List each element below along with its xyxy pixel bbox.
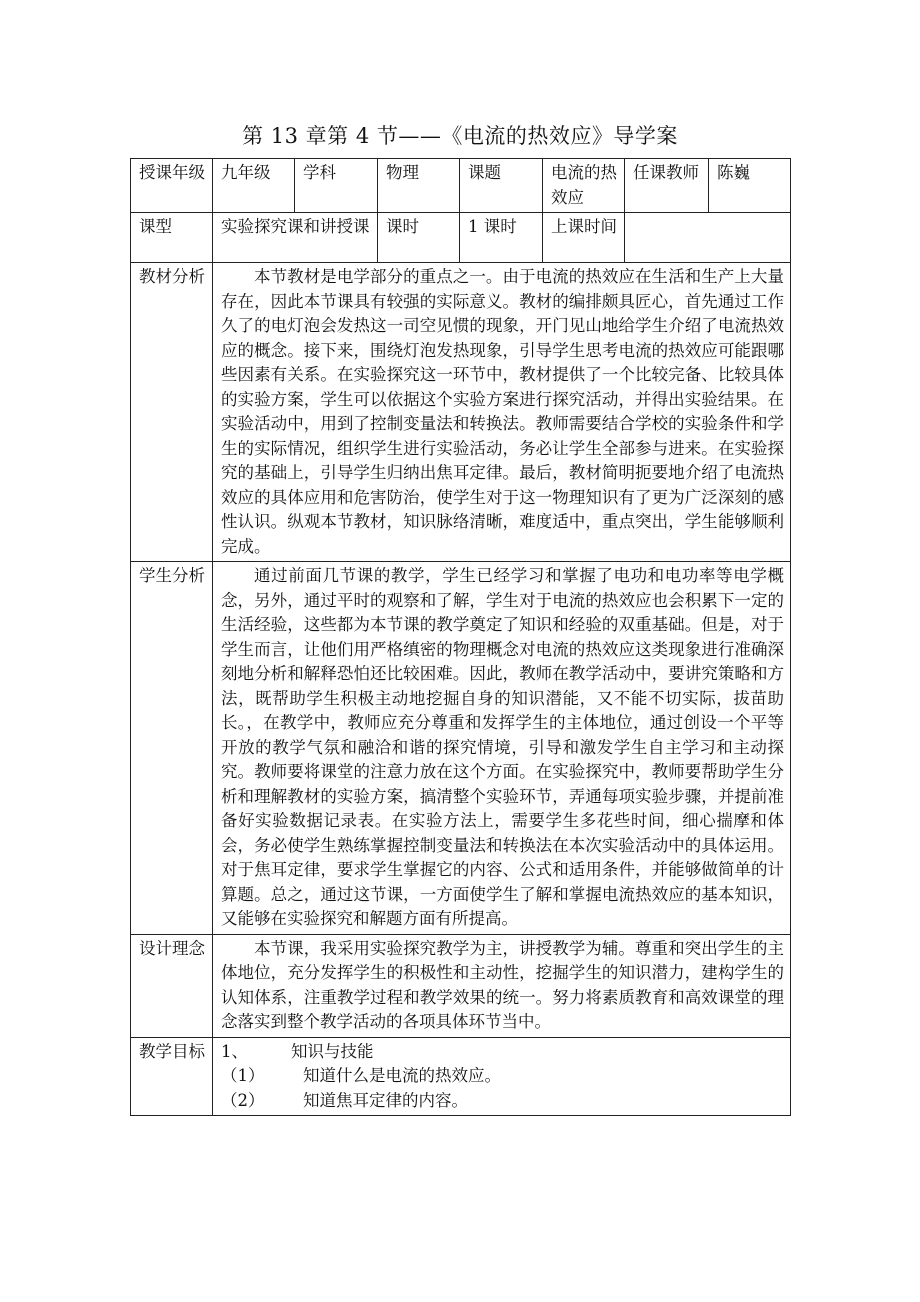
goal-item: [221, 1089, 784, 1114]
teaching-goals-label: 教学目标: [131, 1037, 213, 1116]
goal-item-text: 知道什么是电流的热效应。: [303, 1066, 501, 1085]
type-label: 课型: [131, 213, 213, 263]
teacher-value: 陈巍: [709, 159, 791, 213]
header-row-2: [131, 213, 791, 263]
time-label: 上课时间: [543, 213, 625, 263]
student-analysis-row: [131, 562, 791, 935]
time-value: [625, 213, 791, 263]
subject-label: 学科: [295, 159, 378, 213]
goal-item-number: （1）: [221, 1066, 265, 1085]
design-concept-label: 设计理念: [131, 934, 213, 1037]
goal-item-number: 1、: [221, 1041, 248, 1061]
topic-value: 电流的热效应: [543, 159, 625, 213]
design-concept-text: 本节课，我采用实验探究教学为主，讲授教学为辅。尊重和突出学生的主体地位，充分发挥学生的积极性和主动性，挖掘学生的知识潜力，建构学生的认知体系，注重教学过程和教学效果的统一。努力将素质教育和高效课堂的理念落实到整个教学活动的各项具体环节当中。: [213, 934, 791, 1037]
grade-value: 九年级: [213, 159, 295, 213]
hours-value: 1 课时: [460, 213, 543, 263]
type-value: 实验探究课和讲授课: [213, 213, 378, 263]
teacher-label: 任课教师: [625, 159, 709, 213]
lesson-plan-table: [130, 158, 791, 1116]
student-analysis-label: 学生分析: [131, 562, 213, 935]
hours-label: 课时: [378, 213, 460, 263]
document-title: 第 13 章第 4 节——《电流的热效应》导学案: [242, 124, 678, 148]
teaching-goals-row: [131, 1037, 791, 1116]
header-row-1: [131, 159, 791, 213]
goal-item: [221, 1064, 784, 1089]
subject-value: 物理: [378, 159, 460, 213]
topic-label: 课题: [460, 159, 543, 213]
student-analysis-text: 通过前面几节课的教学，学生已经学习和掌握了电功和电功率等电学概念，另外，通过平时的观察和了解，学生对于电流的热效应也会积累下一定的生活经验，这些都为本节课的教学奠定了知识和经验的双重基础。但是，对于学生而言，让他们用严格缜密的物理概念对电流的热效应这类现象进行准确深刻地分析和解释恐怕还比较困难。因此，教师在教学活动中，要讲究策略和方法，既帮助学生积极主动地挖掘自身的知识潜能，又不能不切实际，拔苗助长。，在教学中，教师应充分尊重和发挥学生的主体地位，通过创设一个平等开放的教学气氛和融洽和谐的探究情境，引导和激发学生自主学习和主动探究。教师要将课堂的注意力放在这个方面。在实验探究中，教师要帮助学生分析和理解教材的实验方案，搞清整个实验环节，弄通每项实验步骤，并提前准备好实验数据记录表。在实验方法上，需要学生多花些时间，细心揣摩和体会，务必使学生熟练掌握控制变量法和转换法在本次实验活动中的具体运用。对于焦耳定律，要求学生掌握它的内容、公式和适用条件，并能够做简单的计算题。总之，通过这节课，一方面使学生了解和掌握电流热效应的基本知识，又能够在实验探究和解题方面有所提高。: [213, 562, 791, 935]
goal-item-text: 知道焦耳定律的内容。: [303, 1090, 468, 1110]
material-analysis-text: 本节教材是电学部分的重点之一。由于电流的热效应在生活和生产上大量存在，因此本节课具有较强的实际意义。教材的编排颇具匠心，首先通过工作久了的电灯泡会发热这一司空见惯的现象，开门见山地给学生介绍了电流热效应的概念。接下来，围绕灯泡发热现象，引导学生思考电流的热效应可能跟哪些因素有关系。在实验探究这一环节中，教材提供了一个比较完备、比较具体的实验方案，学生可以依据这个实验方案进行探究活动，并得出实验结果。在实验活动中，用到了控制变量法和转换法。教师需要结合学校的实验条件和学生的实际情况，组织学生进行实验活动，务必让学生全部参与进来。在实验探究的基础上，引导学生归纳出焦耳定律。最后，教材简明扼要地介绍了电流热效应的具体应用和危害防治，使学生对于这一物理知识有了更为广泛深刻的感性认识。纵观本节教材，知识脉络清晰，难度适中，重点突出，学生能够顺利完成。: [213, 263, 791, 562]
material-analysis-label: 教材分析: [131, 263, 213, 562]
goal-item-number: （2）: [221, 1090, 265, 1110]
material-analysis-row: [131, 263, 791, 562]
teaching-goals-list: [213, 1037, 791, 1116]
grade-label: 授课年级: [131, 159, 213, 213]
goal-item-text: 知识与技能: [291, 1041, 374, 1061]
design-concept-row: [131, 934, 791, 1037]
goal-item: [221, 1040, 784, 1065]
